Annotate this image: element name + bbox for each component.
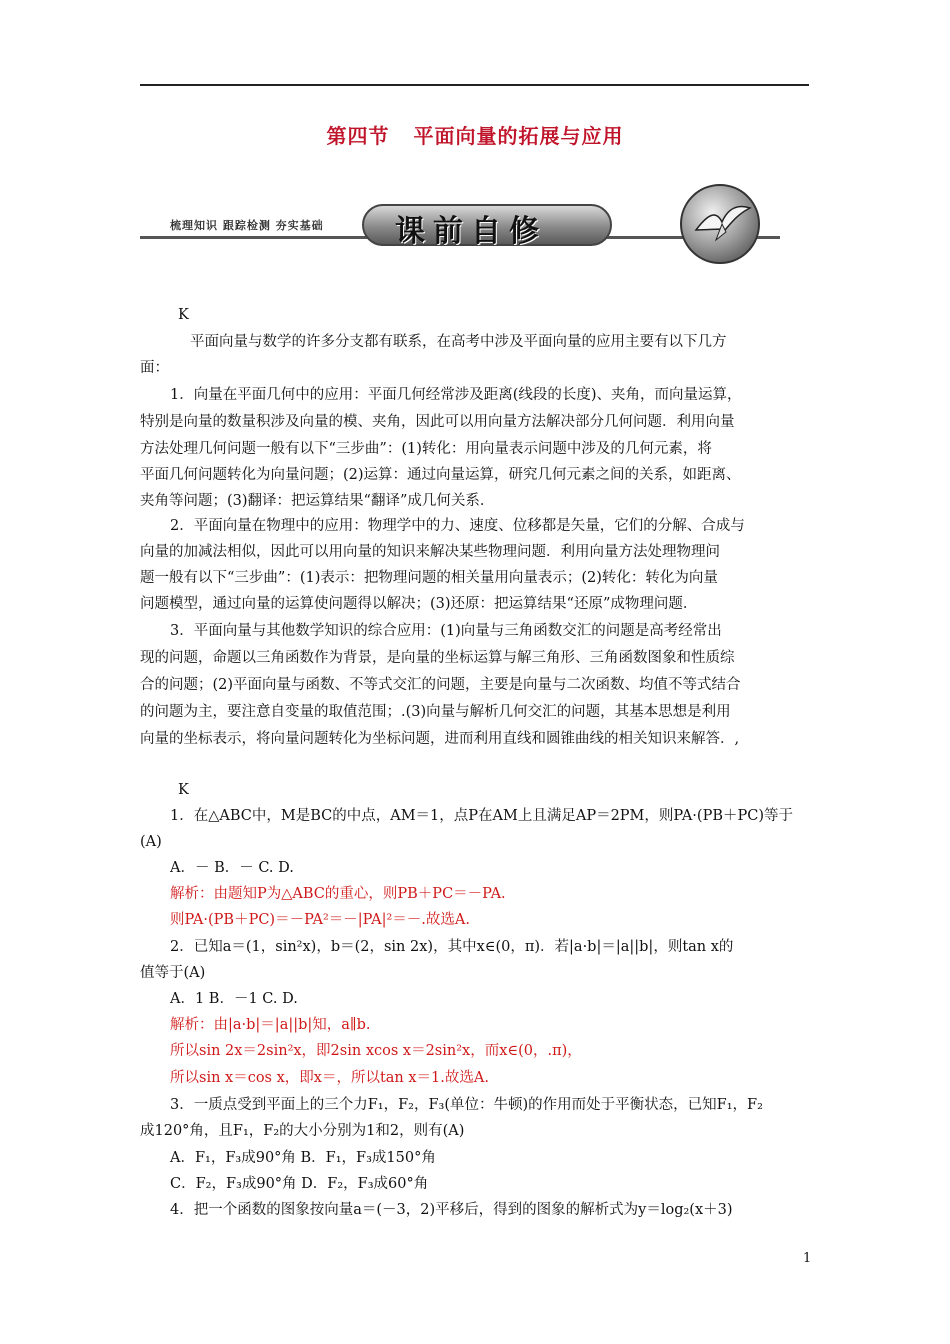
intro-line: 平面向量与数学的许多分支都有联系，在高考中涉及平面向量的应用主要有以下几方	[190, 334, 727, 350]
intro-line: 特别是向量的数量积涉及向量的模、夹角，因此可以用向量方法解决部分几何问题．利用向量	[140, 414, 735, 430]
intro-line: 现的问题，命题以三角函数作为背景，是向量的坐标运算与解三角形、三角函数图象和性质综	[140, 650, 735, 666]
problem-line: C．F₂，F₃成90°角 D．F₂，F₃成60°角	[170, 1176, 429, 1192]
problem-line: 成120°角，且F₁，F₂的大小分别为1和2，则有(A)	[140, 1123, 465, 1139]
intro-line: 面：	[140, 360, 169, 376]
page-number: 1	[803, 1251, 812, 1266]
intro-line: 向量的坐标表示，将向量问题转化为坐标问题，进而利用直线和圆锥曲线的相关知识来解答．,	[140, 731, 740, 747]
section-marker: K	[178, 782, 189, 798]
section-marker: K	[178, 307, 189, 323]
intro-line: 问题模型，通过向量的运算使问题得以解决；(3)还原：把运算结果“还原”成物理问题．	[140, 596, 698, 612]
solution-line: 则PA·(PB＋PC)＝－PA²＝－|PA|²＝－.故选A.	[170, 912, 470, 928]
intro-line: 夹角等问题；(3)翻译：把运算结果“翻译”成几何关系．	[140, 493, 495, 509]
intro-line: 的问题为主，要注意自变量的取值范围；.(3)向量与解析几何交汇的问题，其基本思想是利用	[140, 704, 731, 720]
intro-line: 2．平面向量在物理中的应用：物理学中的力、速度、位移都是矢量，它们的分解、合成与	[170, 518, 745, 534]
problem-line: 2．已知a＝(1，sin²x)，b＝(2，sin 2x)，其中x∈(0，π)．若|a·b|＝|a||b|，则tan x的	[170, 939, 734, 955]
intro-line: 方法处理几何问题一般有以下“三步曲”：(1)转化：用向量表示问题中涉及的几何元素，将	[140, 441, 712, 457]
section-number: 第四节	[326, 124, 390, 148]
banner-tagline: 梳理知识 跟踪检测 夯实基础	[170, 219, 324, 232]
solution-line: 所以sin 2x＝2sin²x，即2sin xcos x＝2sin²x，而x∈(0，.π)，	[170, 1043, 582, 1059]
solution-line: 解析：由题知P为△ABC的重心，则PB＋PC＝－PA.	[170, 886, 506, 902]
intro-line: 1．向量在平面几何中的应用：平面几何经常涉及距离(线段的长度)、夹角，而向量运算，	[170, 387, 742, 403]
intro-line: 题一般有以下“三步曲”：(1)表示：把物理问题的相关量用向量表示；(2)转化：转化为向量	[140, 570, 718, 586]
bird-emblem-icon	[680, 184, 760, 264]
intro-line: 合的问题；(2)平面向量与函数、不等式交汇的问题，主要是向量与二次函数、均值不等式结合	[140, 677, 741, 693]
problem-line: 值等于(A)	[140, 965, 206, 981]
section-title	[0, 120, 950, 149]
solution-line: 解析：由|a·b|＝|a||b|知，a∥b.	[170, 1017, 371, 1033]
intro-line: 3．平面向量与其他数学知识的综合应用：(1)向量与三角函数交汇的问题是高考经常出	[170, 623, 722, 639]
banner-label: 课前自修	[395, 214, 547, 249]
problem-line: 3．一质点受到平面上的三个力F₁，F₂，F₃(单位：牛顿)的作用而处于平衡状态，已知F₁，F₂	[170, 1097, 763, 1113]
problem-line: A．－ B．－ C. D.	[170, 860, 294, 876]
header-rule	[140, 84, 809, 86]
problem-line: 1．在△ABC中，M是BC的中点，AM＝1，点P在AM上且满足AP＝2PM，则PA·(PB＋PC)等于	[170, 808, 793, 824]
problem-line: A．F₁，F₃成90°角 B．F₁，F₃成150°角	[170, 1150, 436, 1166]
problem-line: (A)	[140, 834, 162, 850]
solution-line: 所以sin x＝cos x，即x＝，所以tan x＝1.故选A.	[170, 1070, 489, 1086]
problem-line: 4．把一个函数的图象按向量a＝(－3，2)平移后，得到的图象的解析式为y＝log₂(x＋3)	[170, 1202, 733, 1218]
intro-line: 向量的加减法相似，因此可以用向量的知识来解决某些物理问题．利用向量方法处理物理问	[140, 544, 720, 560]
section-name: 平面向量的拓展与应用	[413, 124, 624, 148]
problem-line: A．1 B．－1 C. D.	[170, 991, 298, 1007]
intro-line: 平面几何问题转化为向量问题；(2)运算：通过向量运算，研究几何元素之间的关系，如距离、	[140, 467, 741, 483]
pre-study-banner	[140, 184, 810, 264]
